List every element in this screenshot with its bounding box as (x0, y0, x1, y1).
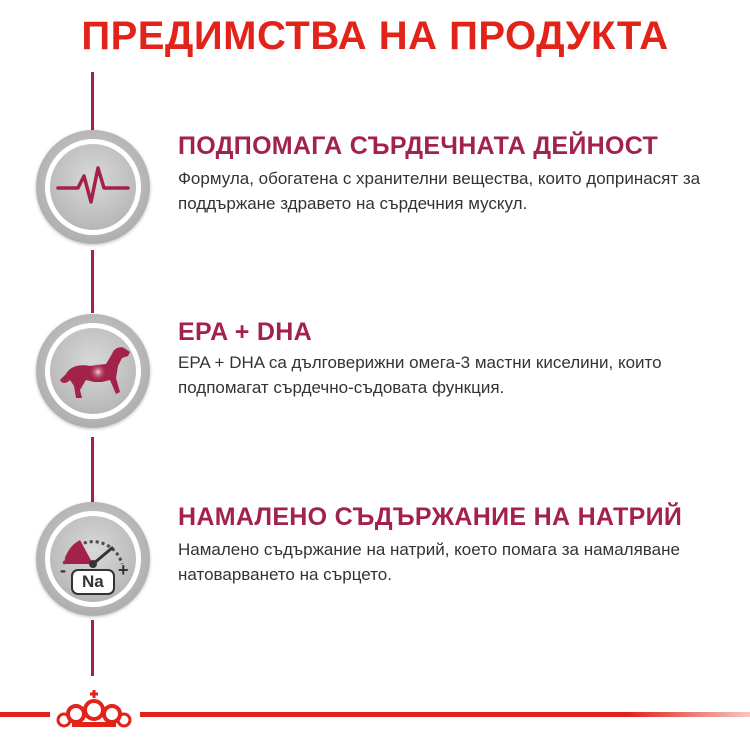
benefit-title: EPA + DHA (178, 318, 312, 346)
sodium-symbol: Na (82, 572, 104, 591)
timeline-segment (91, 72, 94, 130)
timeline-segment (91, 437, 94, 503)
benefit-title: НАМАЛЕНО СЪДЪРЖАНИЕ НА НАТРИЙ (178, 503, 683, 531)
footer-bar (0, 712, 50, 717)
crown-logo-icon (52, 684, 136, 735)
benefit-description: EPA + DHA са дълговерижни омега-3 мастни киселини, които подпомагат сърдечно-съдовата функция. (178, 353, 662, 397)
timeline-segment (91, 250, 94, 313)
heartbeat-icon (36, 130, 150, 244)
benefit-title: ПОДПОМАГА СЪРДЕЧНАТА ДЕЙНОСТ (178, 132, 659, 160)
sodium-gauge-icon (36, 502, 150, 616)
benefit-description: Намалено съдържание на натрий, което помага за намаляване натоварването на сърцето. (178, 540, 680, 584)
benefit-description: Формула, обогатена с хранителни вещества, които допринасят за поддържане здравето на сърдечния мускул. (178, 169, 701, 213)
plus-sign: + (118, 560, 129, 580)
footer-bar (140, 712, 750, 717)
minus-sign: - (60, 560, 66, 580)
dog-heart-icon (36, 314, 150, 428)
page-title: ПРЕДИМСТВА НА ПРОДУКТА (81, 14, 669, 58)
timeline-segment (91, 620, 94, 676)
